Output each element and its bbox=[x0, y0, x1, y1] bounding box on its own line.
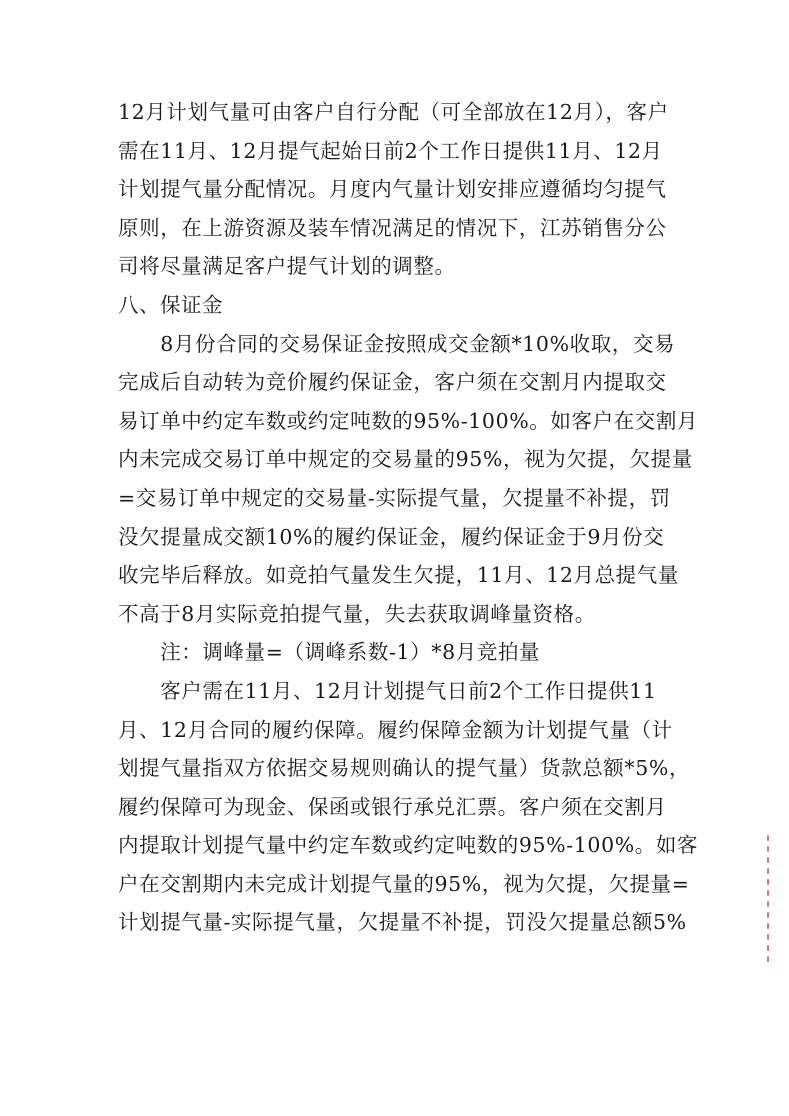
paragraph-line: 计划提气量分配情况。月度内气量计划安排应遵循均匀提气 bbox=[118, 177, 667, 202]
paragraph-line: 划提气量指双方依据交易规则确认的提气量）货款总额*5%， bbox=[118, 756, 691, 781]
paragraph-line: =交易订单中规定的交易量-实际提气量，欠提量不补提，罚 bbox=[118, 485, 671, 510]
paragraph-line: 完成后自动转为竞价履约保证金，客户须在交割月内提取交 bbox=[118, 370, 667, 395]
paragraph-line: 户在交割期内未完成计划提气量的95%，视为欠提，欠提量= bbox=[118, 871, 690, 896]
paragraph-line: 收完毕后释放。如竞拍气量发生欠提，11月、12月总提气量 bbox=[118, 563, 679, 588]
paragraph-line: 履约保障可为现金、保函或银行承兑汇票。客户须在交割月 bbox=[118, 794, 667, 819]
paragraph-line: 12月计划气量可由客户自行分配（可全部放在12月），客户 bbox=[118, 100, 669, 124]
paragraph-line: 不高于8月实际竞拍提气量，失去获取调峰量资格。 bbox=[118, 601, 596, 626]
seam-stamp-mark bbox=[761, 830, 775, 970]
paragraph-line: 司将尽量满足客户提气计划的调整。 bbox=[118, 254, 456, 279]
paragraph-line: 需在11月、12月提气起始日前2个工作日提供11月、12月 bbox=[118, 138, 663, 163]
paragraph-line: 计划提气量-实际提气量，欠提量不补提，罚没欠提量总额5% bbox=[118, 910, 687, 935]
paragraph-line: 没欠提量成交额10%的履约保证金，履约保证金于9月份交 bbox=[118, 524, 665, 549]
note-line: 注：调峰量=（调峰系数-1）*8月竞拍量 bbox=[118, 640, 541, 665]
paragraph-line: 原则，在上游资源及装车情况满足的情况下，江苏销售分公 bbox=[118, 215, 667, 240]
paragraph-line: 8月份合同的交易保证金按照成交金额*10%收取，交易 bbox=[118, 331, 676, 356]
section-heading: 八、保证金 bbox=[118, 292, 223, 317]
document-body bbox=[118, 93, 699, 942]
paragraph-line: 内未完成交易订单中规定的交易量的95%，视为欠提，欠提量 bbox=[118, 447, 693, 472]
paragraph-line: 月、12月合同的履约保障。履约保障金额为计划提气量（计 bbox=[118, 717, 673, 742]
paragraph-line: 易订单中约定车数或约定吨数的95%-100%。如客户在交割月 bbox=[118, 408, 699, 433]
paragraph-line: 内提取计划提气量中约定车数或约定吨数的95%-100%。如客 bbox=[118, 833, 699, 858]
paragraph-line: 客户需在11月、12月计划提气日前2个工作日提供11 bbox=[118, 678, 657, 703]
